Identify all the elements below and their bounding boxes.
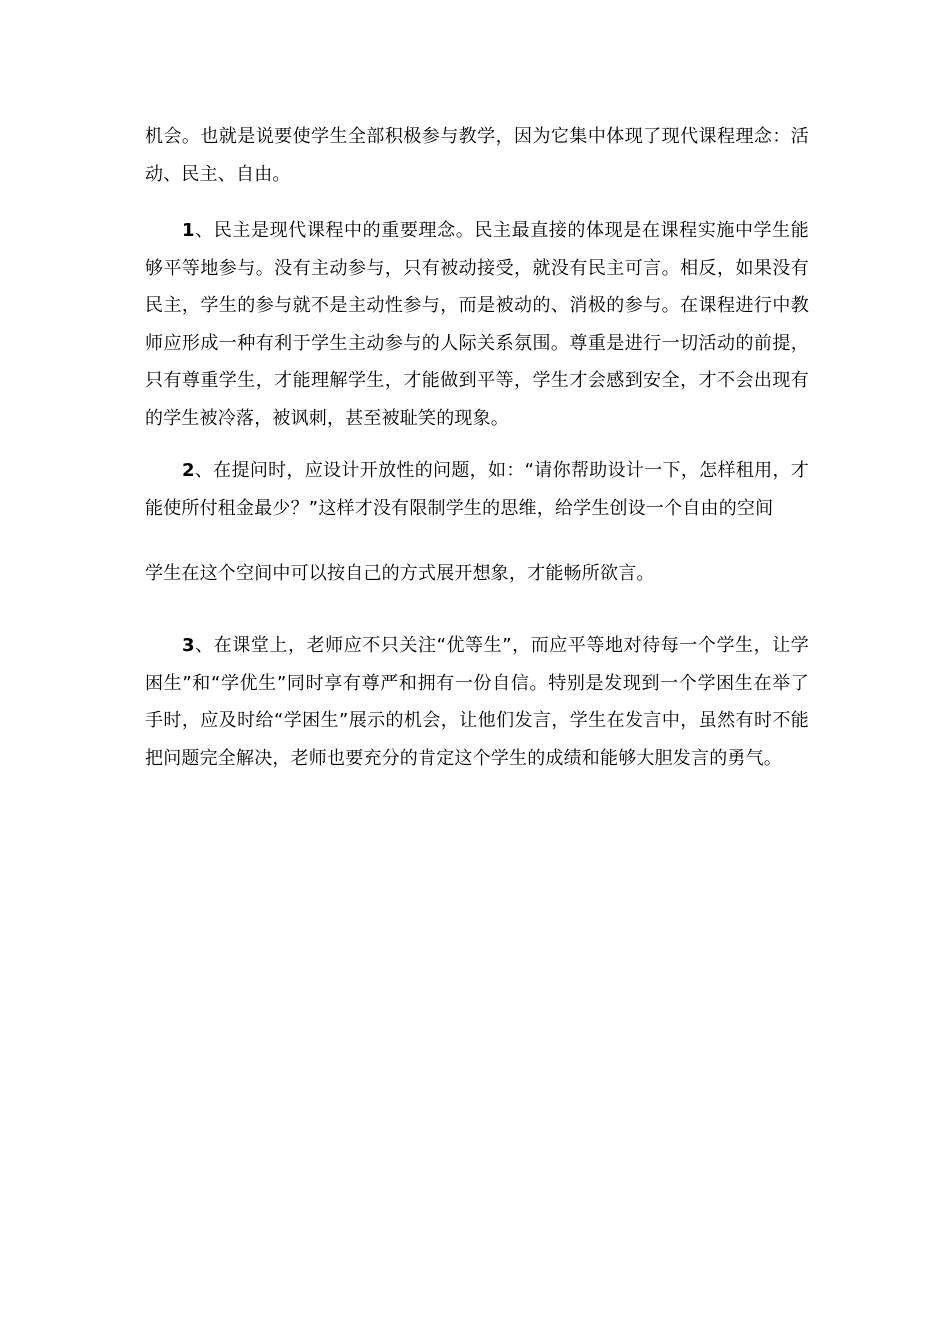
paragraph-intro [145,118,809,193]
paragraph-text: 机会。也就是说要使学生全部积极参与教学，因为它集中体现了现代课程理念：活动、民主、自由。 [145,126,809,185]
paragraph-text: 学生在这个空间中可以按自己的方式展开想象，才能畅所欲言。 [145,563,655,584]
paragraph-point-2-continued [145,555,809,593]
paragraph-point-1 [145,212,809,437]
paragraph-number: 1 [182,220,195,241]
paragraph-text: 、在提问时，应设计开放性的问题，如：“请你帮助设计一下，怎样租用，才能使所付租金最少？”这样才没有限制学生的思维，给学生创设一个自由的空间 [145,460,809,519]
paragraph-text: 、民主是现代课程中的重要理念。民主最直接的体现是在课程实施中学生能够平等地参与。没有主动参与，只有被动接受，就没有民主可言。相反，如果没有民主，学生的参与就不是主动性参与，而是被动的、消极的参与。在课程进行中教师应形成一种有利于学生主动参与的人际关系氛围。尊重是进行一切活动的前提，只有尊重学生，才能理解学生，才能做到平等，学生才会感到安全，才不会出现有的学生被冷落，被讽刺，甚至被耻笑的现象。 [145,220,809,429]
paragraph-number: 2 [182,460,195,481]
paragraph-text: 、在课堂上，老师应不只关注“优等生”，而应平等地对待每一个学生，让学困生”和“学优生”同时享有尊严和拥有一份自信。特别是发现到一个学困生在举了手时，应及时给“学困生”展示的机会，让他们发言，学生在发言中，虽然有时不能把问题完全解决，老师也要充分的肯定这个学生的成绩和能够大胆发言的勇气。 [145,635,809,769]
paragraph-point-3 [145,627,809,777]
paragraph-number: 3 [182,635,195,656]
paragraph-point-2 [145,452,809,527]
